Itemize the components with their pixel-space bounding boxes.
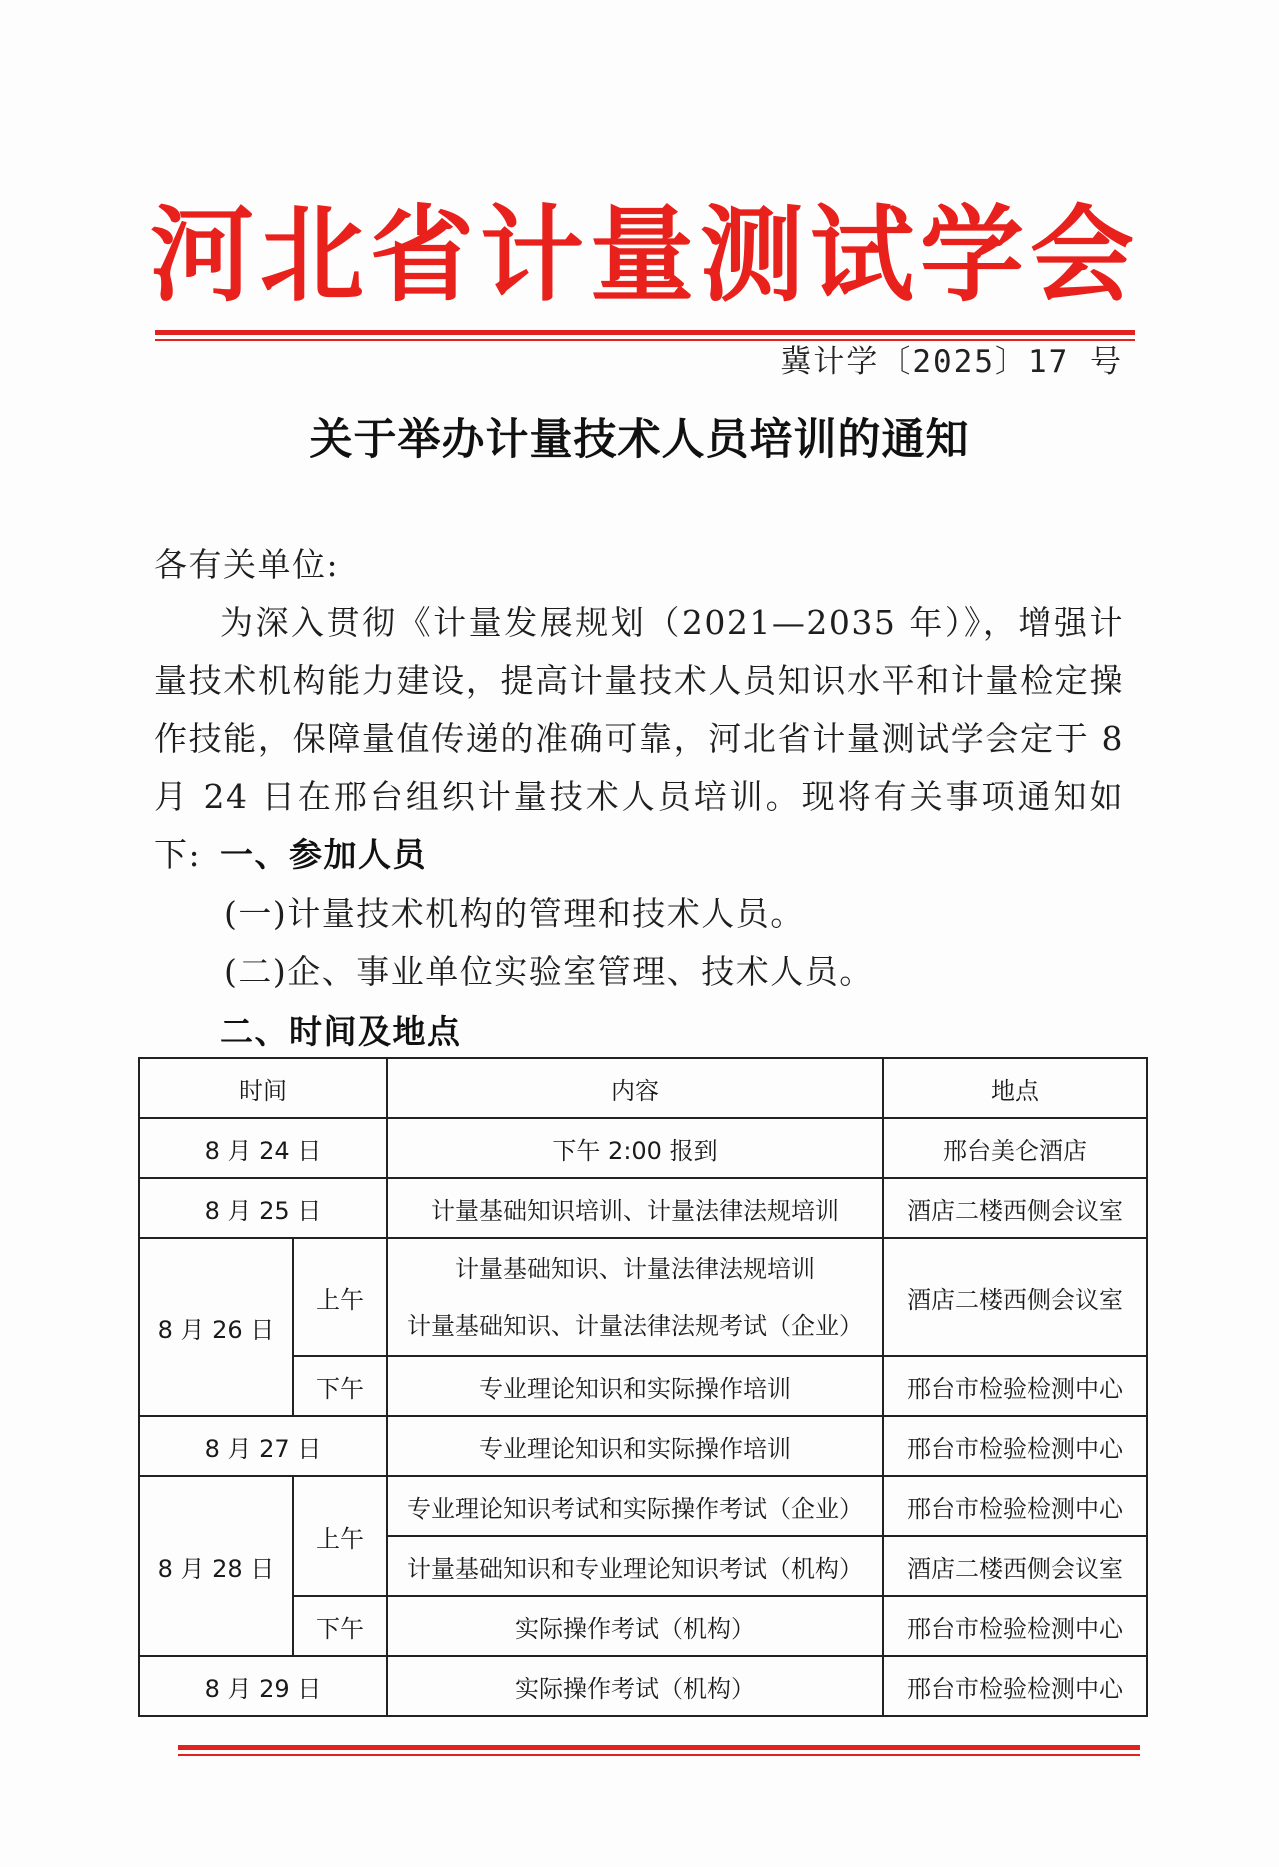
table-row [139,1416,1147,1476]
section-heading-participants: 一、参加人员 [220,835,427,874]
table-row [139,1178,1147,1238]
row-half-day: 上午 [293,1476,387,1596]
schedule-table [138,1057,1148,1717]
row-place: 酒店二楼西侧会议室 [883,1178,1147,1238]
letterhead-org-name: 河北省计量测试学会 [150,194,1141,316]
row-content: 专业理论知识考试和实际操作考试（企业） [387,1476,883,1536]
section-heading-time-place: 二、时间及地点 [220,1012,462,1051]
table-row [139,1118,1147,1178]
row-content: 计量基础知识和专业理论知识考试（机构） [387,1536,883,1596]
row-half-day: 上午 [293,1238,387,1356]
row-content [387,1238,883,1356]
letterhead-red-rule-thick [155,330,1135,335]
row-date: 8 月 24 日 [139,1118,387,1178]
row-content-line: 计量基础知识、计量法律法规考试（企业） [407,1311,863,1340]
participant-item-2: (二)企、事业单位实验室管理、技术人员。 [224,952,874,991]
row-content: 计量基础知识培训、计量法律法规培训 [387,1178,883,1238]
row-date: 8 月 25 日 [139,1178,387,1238]
row-place: 酒店二楼西侧会议室 [883,1536,1147,1596]
intro-paragraph: 为深入贯彻《计量发展规划（2021—2035 年）》，增强计量技术机构能力建设，提高计量技术人员知识水平和计量检定操作技能，保障量值传递的准确可靠，河北省计量测试学会定于 8 月 24 日在邢台组织计量技术人员培训。现将有关事项通知如下: [154,603,1124,874]
row-date: 8 月 28 日 [139,1476,293,1656]
row-place: 邢台市检验检测中心 [883,1596,1147,1656]
row-place: 邢台市检验检测中心 [883,1416,1147,1476]
header-place: 地点 [883,1058,1147,1118]
row-place: 邢台市检验检测中心 [883,1356,1147,1416]
salutation: 各有关单位: [154,545,340,584]
table-row [139,1656,1147,1716]
row-content: 实际操作考试（机构） [387,1596,883,1656]
row-date: 8 月 29 日 [139,1656,387,1716]
row-place: 邢台市检验检测中心 [883,1656,1147,1716]
participant-item-1: (一)计量技术机构的管理和技术人员。 [224,894,805,933]
row-content-line: 计量基础知识、计量法律法规培训 [455,1254,815,1283]
footer-red-rule-thin [178,1754,1140,1756]
table-row [139,1238,1147,1356]
table-header-row [139,1058,1147,1118]
footer-red-rule-thick [178,1745,1140,1750]
row-date: 8 月 26 日 [139,1238,293,1416]
row-half-day: 下午 [293,1356,387,1416]
header-content: 内容 [387,1058,883,1118]
row-content: 下午 2:00 报到 [387,1118,883,1178]
row-date: 8 月 27 日 [139,1416,387,1476]
document-title: 关于举办计量技术人员培训的通知 [309,415,970,465]
row-place: 邢台美仑酒店 [883,1118,1147,1178]
header-time: 时间 [139,1058,387,1118]
row-content: 专业理论知识和实际操作培训 [387,1356,883,1416]
row-content: 实际操作考试（机构） [387,1656,883,1716]
row-content: 专业理论知识和实际操作培训 [387,1416,883,1476]
row-place: 酒店二楼西侧会议室 [883,1238,1147,1356]
row-half-day: 下午 [293,1596,387,1656]
row-place: 邢台市检验检测中心 [883,1476,1147,1536]
table-row [139,1476,1147,1536]
document-number: 冀计学〔2025〕17 号 [780,344,1123,380]
